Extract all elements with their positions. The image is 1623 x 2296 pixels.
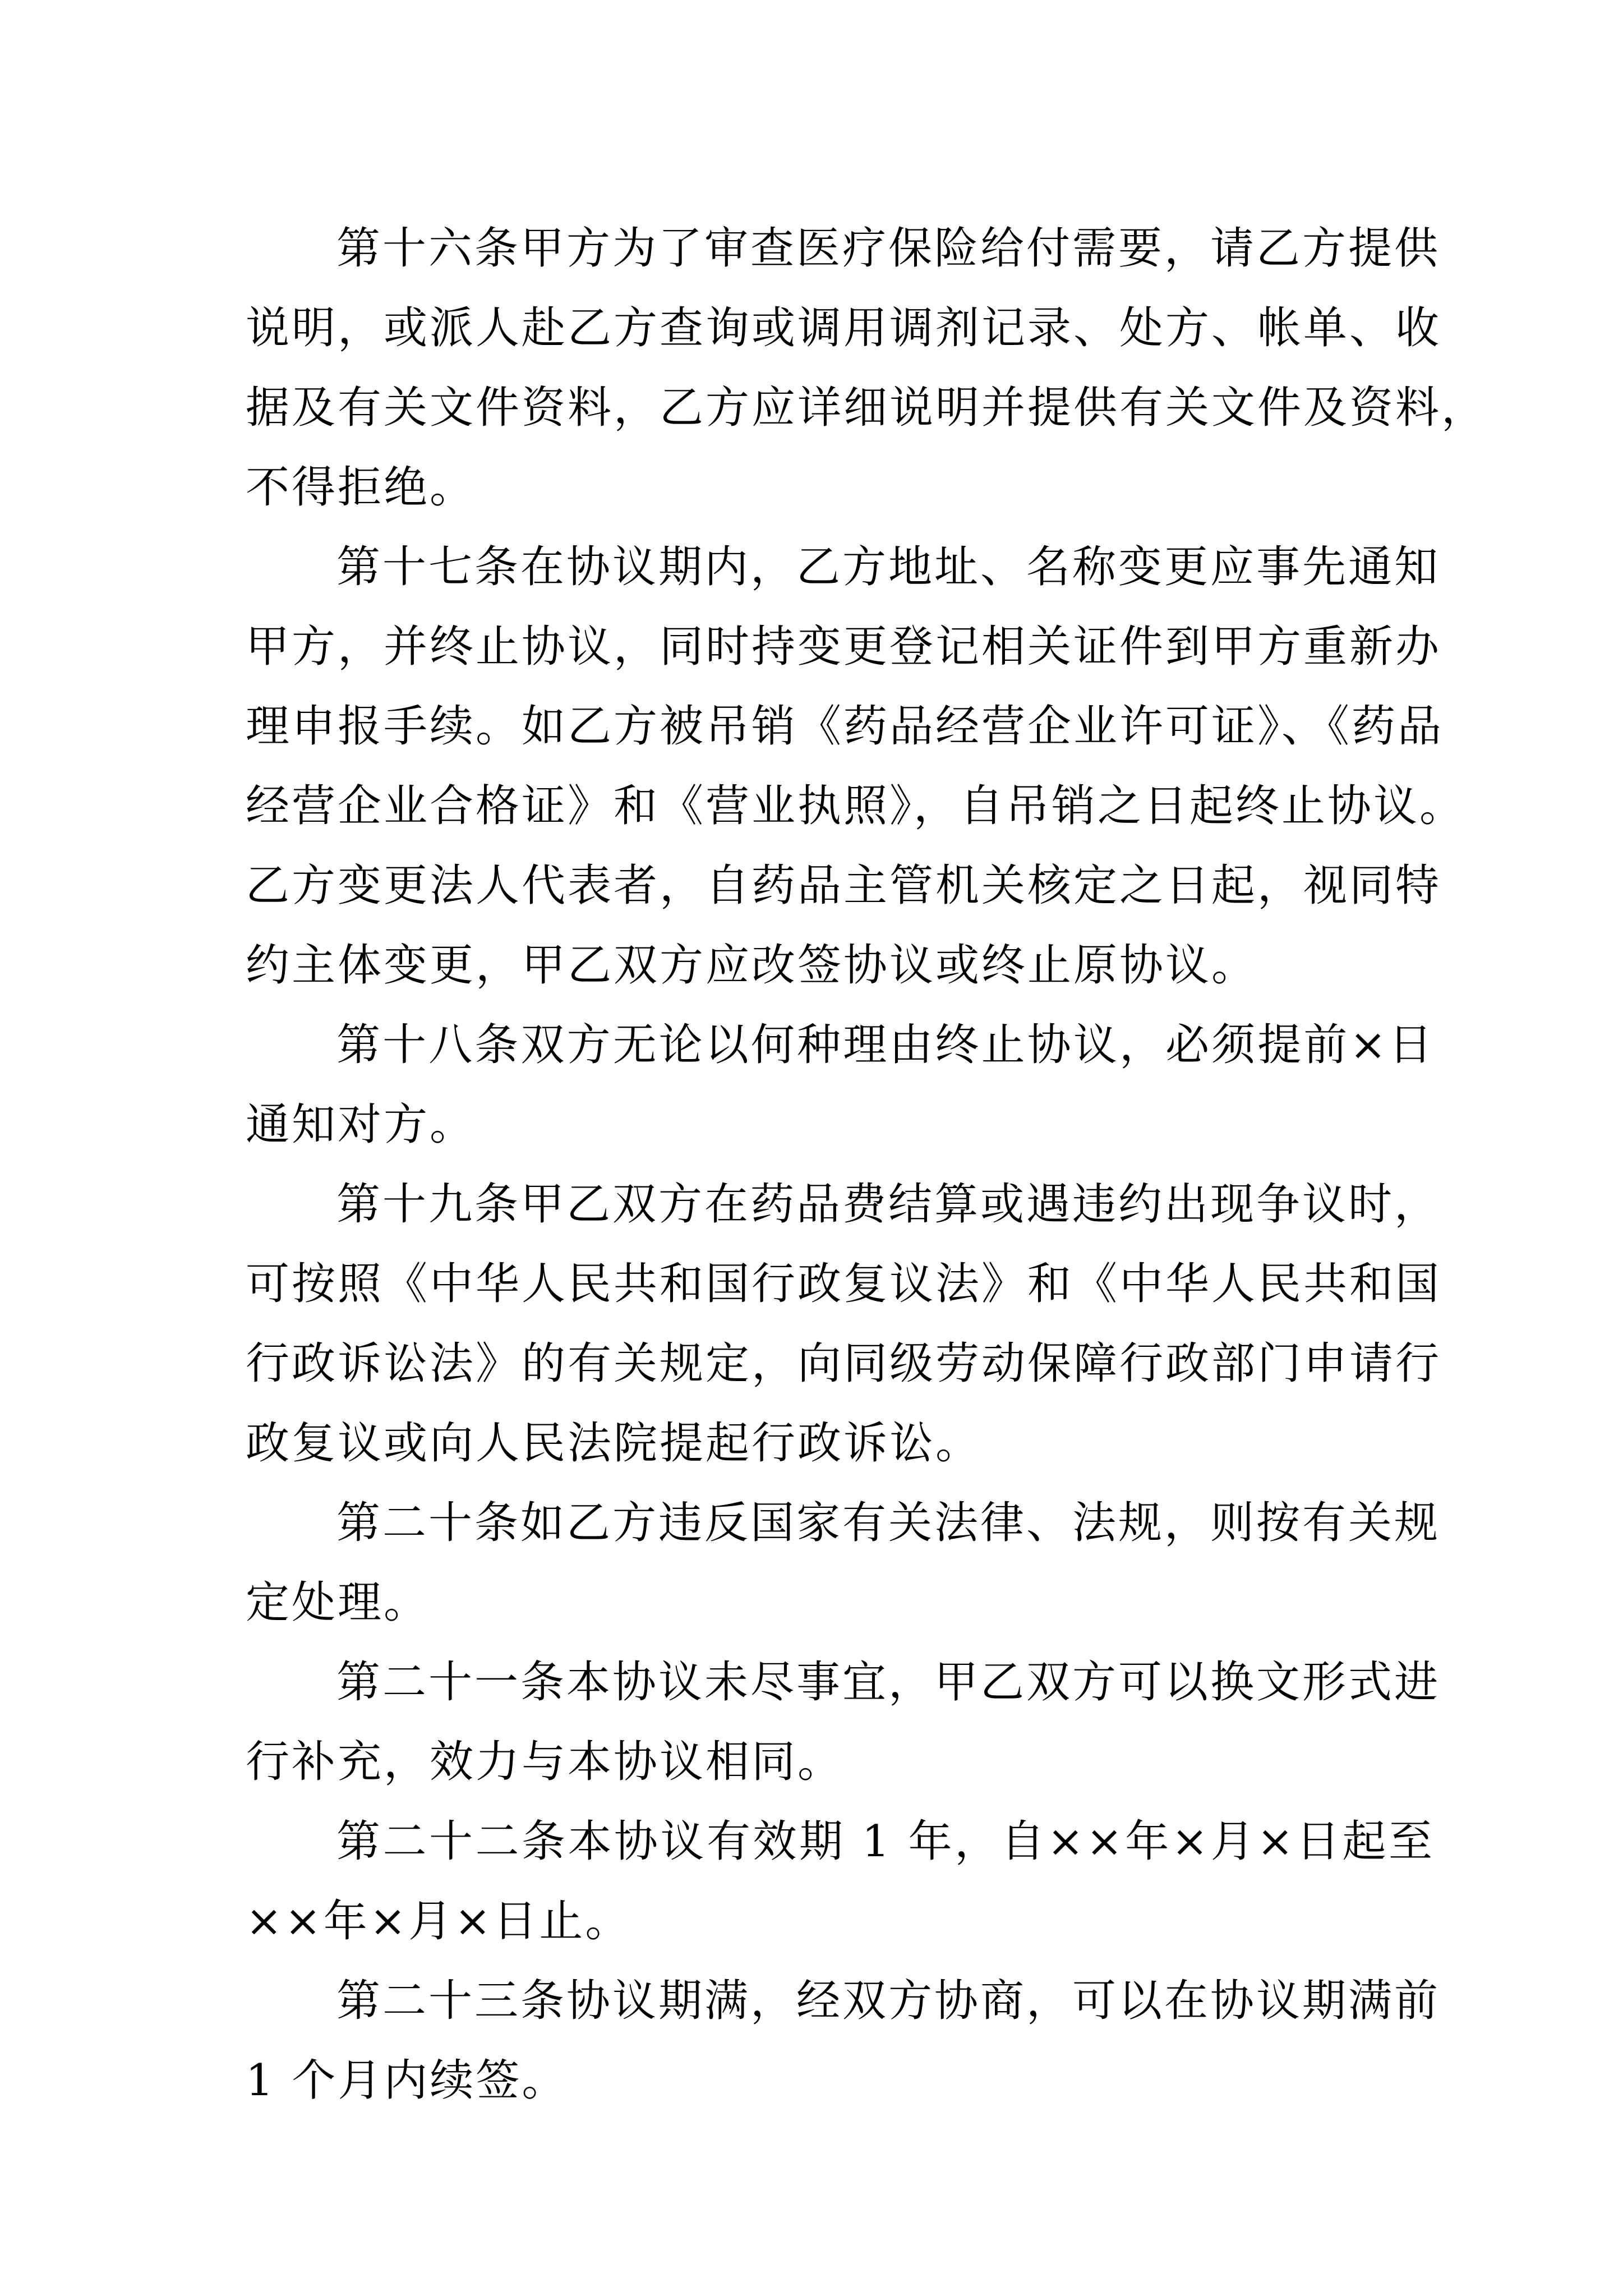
article-16-line-2: 说明，或派人赴乙方查询或调用调剂记录、处方、帐单、收 <box>246 303 1442 353</box>
article-23-line-1: 第二十三条协议期满，经双方协商，可以在协议期满前 <box>336 1976 1441 2026</box>
article-19-line-1: 第十九条甲乙双方在药品费结算或遇违约出现争议时， <box>336 1179 1441 1230</box>
article-21-line-2: 行补充，效力与本协议相同。 <box>246 1737 844 1787</box>
article-17-line-2: 甲方，并终止协议，同时持变更登记相关证件到甲方重新办 <box>246 622 1442 672</box>
article-18-line-2: 通知对方。 <box>246 1099 476 1150</box>
article-22-line-2: ××年×月×日止。 <box>246 1896 631 1947</box>
article-20-line-1: 第二十条如乙方违反国家有关法律、法规，则按有关规 <box>336 1498 1441 1548</box>
article-17-line-6: 约主体变更，甲乙双方应改签协议或终止原协议。 <box>246 940 1258 991</box>
article-20-line-2: 定处理。 <box>246 1577 430 1628</box>
article-17-line-3: 理申报手续。如乙方被吊销《药品经营企业许可证》、《药品 <box>246 701 1444 752</box>
article-16-line-1: 第十六条甲方为了审查医疗保险给付需要，请乙方提供 <box>336 223 1441 274</box>
article-19-line-4: 政复议或向人民法院提起行政诉讼。 <box>246 1418 982 1469</box>
article-22-line-1: 第二十二条本协议有效期 1 年，自××年×月×日起至 <box>336 1816 1435 1867</box>
article-19-line-2: 可按照《中华人民共和国行政复议法》和《中华人民共和国 <box>246 1259 1442 1309</box>
article-19-line-3: 行政诉讼法》的有关规定，向同级劳动保障行政部门申请行 <box>246 1338 1442 1389</box>
article-21-line-1: 第二十一条本协议未尽事宜，甲乙双方可以换文形式进 <box>336 1657 1441 1708</box>
article-17-line-1: 第十七条在协议期内，乙方地址、名称变更应事先通知 <box>336 542 1441 592</box>
document-body <box>246 209 1488 2120</box>
article-16-line-4: 不得拒绝。 <box>246 462 476 513</box>
article-17-line-4: 经营企业合格证》和《营业执照》，自吊销之日起终止协议。 <box>246 781 1466 831</box>
article-23-line-2: 1 个月内续签。 <box>246 2055 568 2106</box>
article-17-line-5: 乙方变更法人代表者，自药品主管机关核定之日起，视同特 <box>246 861 1442 911</box>
article-18-line-1: 第十八条双方无论以何种理由终止协议，必须提前×日 <box>336 1020 1435 1070</box>
article-16-line-3: 据及有关文件资料，乙方应详细说明并提供有关文件及资料， <box>246 383 1488 433</box>
